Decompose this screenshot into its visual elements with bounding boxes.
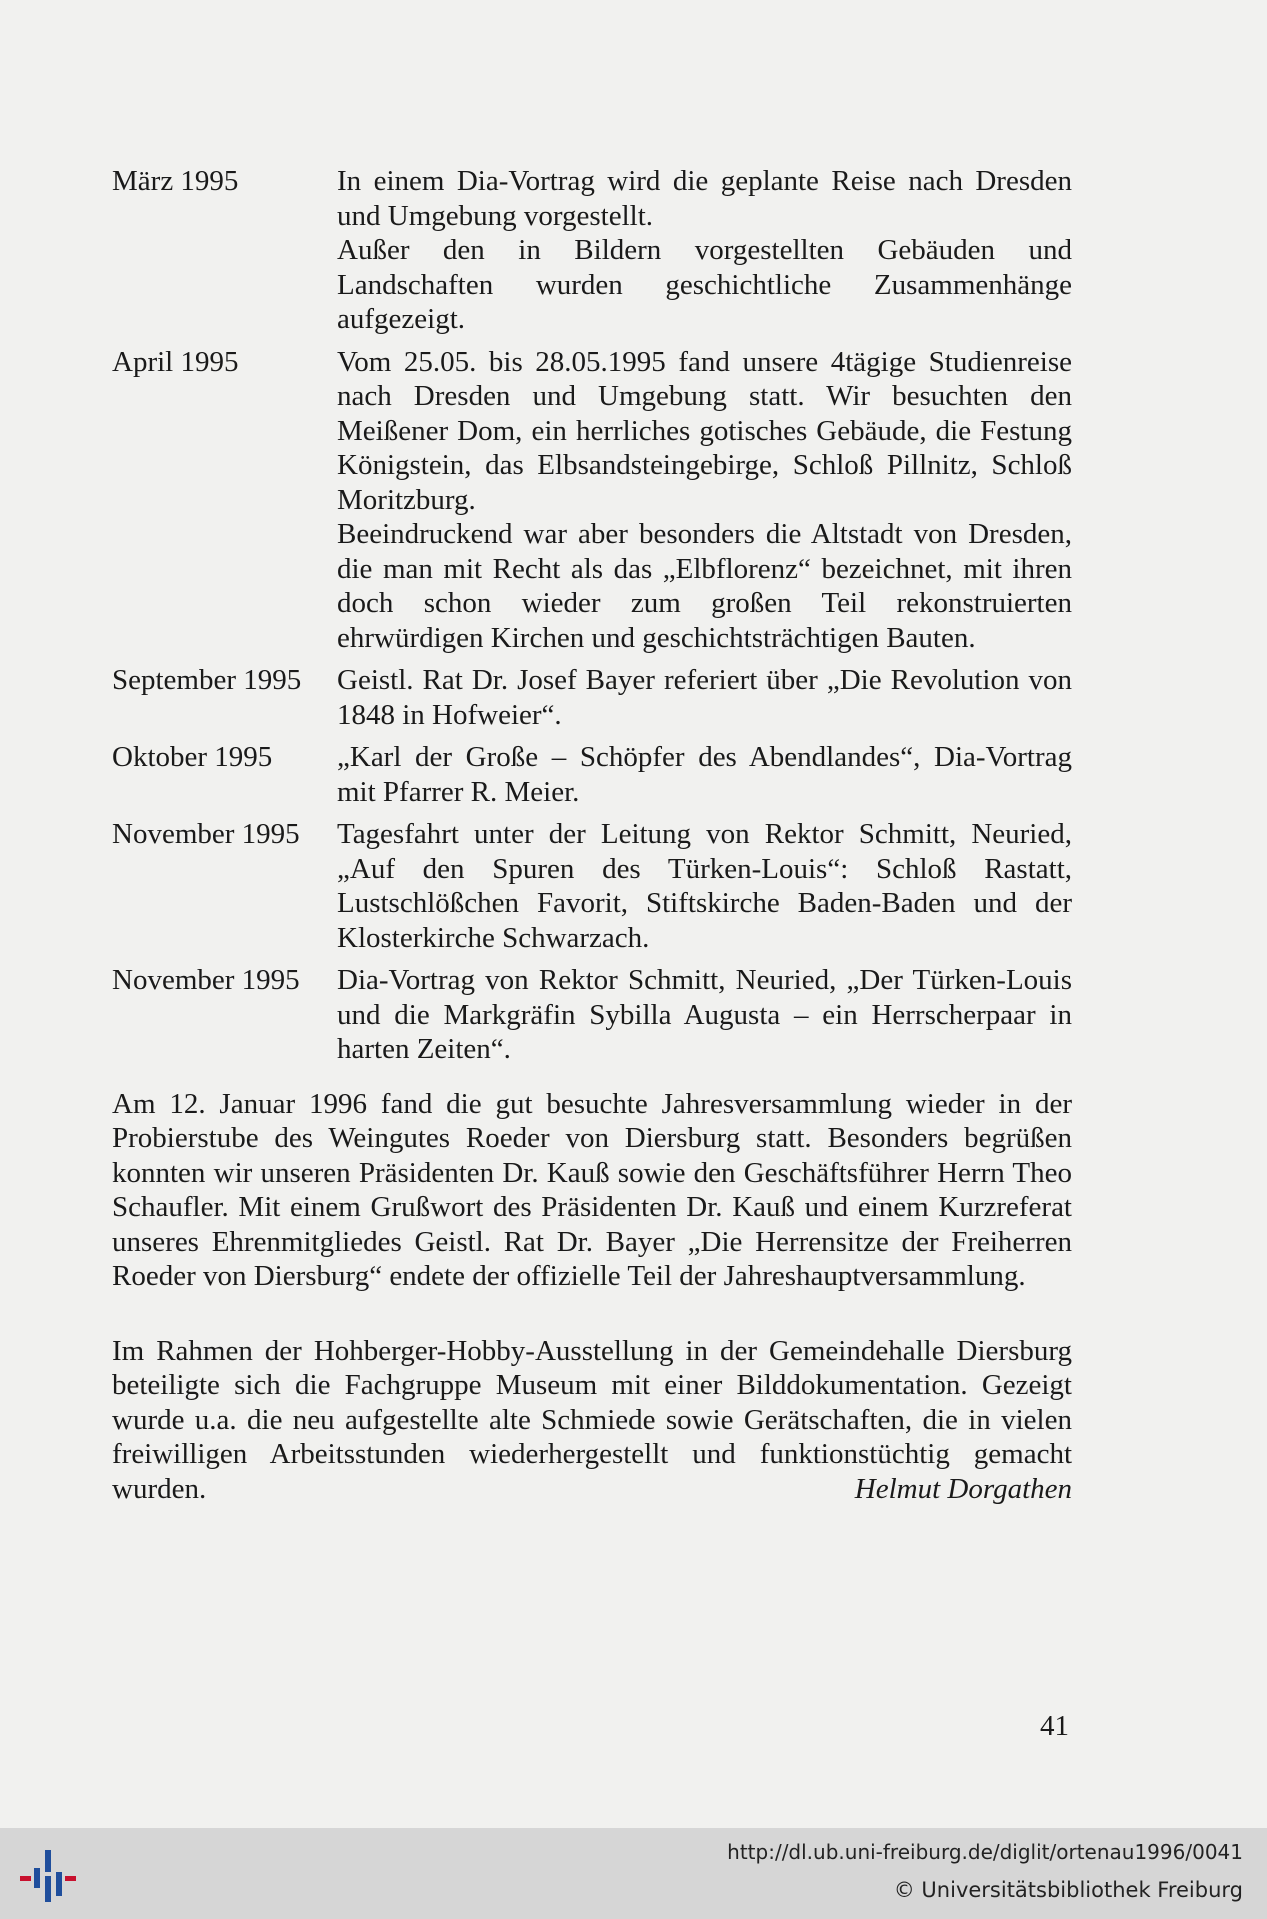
entry-paragraph: Dia-Vortrag von Rektor Schmitt, Neuried, „Der Türken-Louis und die Markgräfin Sybilla Augusta – ein Herrscherpaar in harten Zeiten“. — [337, 964, 1072, 1065]
entry-paragraph: In einem Dia-Vortrag wird die geplante Reise nach Dresden und Umgebung vorgestellt. — [337, 165, 1072, 232]
entry-body — [337, 740, 1072, 809]
footer-url-link[interactable]: http://dl.ub.uni-freiburg.de/diglit/ortenau1996/0041 — [727, 1840, 1243, 1864]
entry-body — [337, 164, 1072, 337]
entry-date: Oktober 1995 — [112, 741, 273, 773]
entry-date: April 1995 — [112, 345, 239, 378]
footer-bar — [0, 1828, 1267, 1919]
page-content — [112, 164, 1072, 1506]
entry-body — [337, 345, 1072, 656]
entry-body — [337, 663, 1072, 732]
entry-date: November 1995 — [112, 818, 300, 850]
entry-paragraph: Vom 25.05. bis 28.05.1995 fand unsere 4tägige Studienreise nach Dresden und Umgebung statt. Wir besuchten den Meißener Dom, ein herrliches gotisches Gebäude, die Festung Königstein, das Elbsandsteingebirge, Schloß Pillnitz, Schloß Moritzburg. — [337, 345, 1072, 516]
paragraph-exhibition — [112, 1334, 1072, 1507]
ub-freiburg-logo-icon — [18, 1846, 78, 1906]
entry-body — [337, 963, 1072, 1067]
entry-paragraph: Tagesfahrt unter der Leitung von Rektor Schmitt, Neuried, „Auf den Spuren des Türken-Louis“: Schloß Rastatt, Lustschlößchen Favorit, Stiftskirche Baden-Baden und der Klosterkirche Schwarzach. — [337, 818, 1072, 954]
entry-date: März 1995 — [112, 165, 239, 197]
entry-body — [337, 817, 1072, 955]
footer-copyright: © Universitätsbibliothek Freiburg — [893, 1878, 1243, 1902]
entry-paragraph: Außer den in Bildern vorgestellten Gebäuden und Landschaften wurden geschichtliche Zusammenhänge aufgezeigt. — [337, 234, 1072, 335]
chronicle-entry — [112, 345, 1072, 656]
entry-paragraph: Geistl. Rat Dr. Josef Bayer referiert über „Die Revolution von 1848 in Hofweier“. — [337, 664, 1072, 731]
entry-paragraph: Beeindruckend war aber besonders die Altstadt von Dresden, die man mit Recht als das „Elbflorenz“ bezeichnet, mit ihren doch schon wieder zum großen Teil rekonstruierten ehrwürdigen Kirchen und geschichtsträchtigen Bauten. — [337, 518, 1072, 654]
chronicle-entry — [112, 740, 1072, 809]
chronicle-entries — [112, 164, 1072, 1067]
chronicle-entry — [112, 164, 1072, 337]
chronicle-entry — [112, 817, 1072, 955]
entry-paragraph: „Karl der Große – Schöpfer des Abendlandes“, Dia-Vortrag mit Pfarrer R. Meier. — [337, 741, 1072, 808]
author-signature: Helmut Dorgathen — [854, 1472, 1072, 1505]
paragraph-annual-meeting: Am 12. Januar 1996 fand die gut besuchte Jahresversammlung wieder in der Probierstube des Weingutes Roeder von Diersburg statt. Besonders begrüßen konnten wir unseren Präsidenten Dr. Kauß sowie den Geschäftsführer Herrn Theo Schaufler. Mit einem Grußwort des Präsidenten Dr. Kauß und einem Kurzreferat unseres Ehrenmitgliedes Geistl. Rat Dr. Bayer „Die Herrensitze der Freiherren Roeder von Diersburg“ endete der offizielle Teil der Jahreshauptversammlung. — [112, 1087, 1072, 1292]
chronicle-entry — [112, 963, 1072, 1067]
entry-date: November 1995 — [112, 964, 300, 996]
paragraph-exhibition-text: Im Rahmen der Hohberger-Hobby-Ausstellung in der Gemeindehalle Diersburg beteiligte sich die Fachgruppe Museum mit einer Bilddokumentation. Gezeigt wurde u.a. die neu aufgestellte alte Schmiede sowie Gerätschaften, die in vielen freiwilligen Arbeitsstunden wiederhergestellt und funktionstüchtig gemacht wurden. — [112, 1334, 1072, 1505]
chronicle-entry — [112, 663, 1072, 732]
entry-date: September 1995 — [112, 664, 302, 696]
page-number: 41 — [1040, 1710, 1069, 1742]
